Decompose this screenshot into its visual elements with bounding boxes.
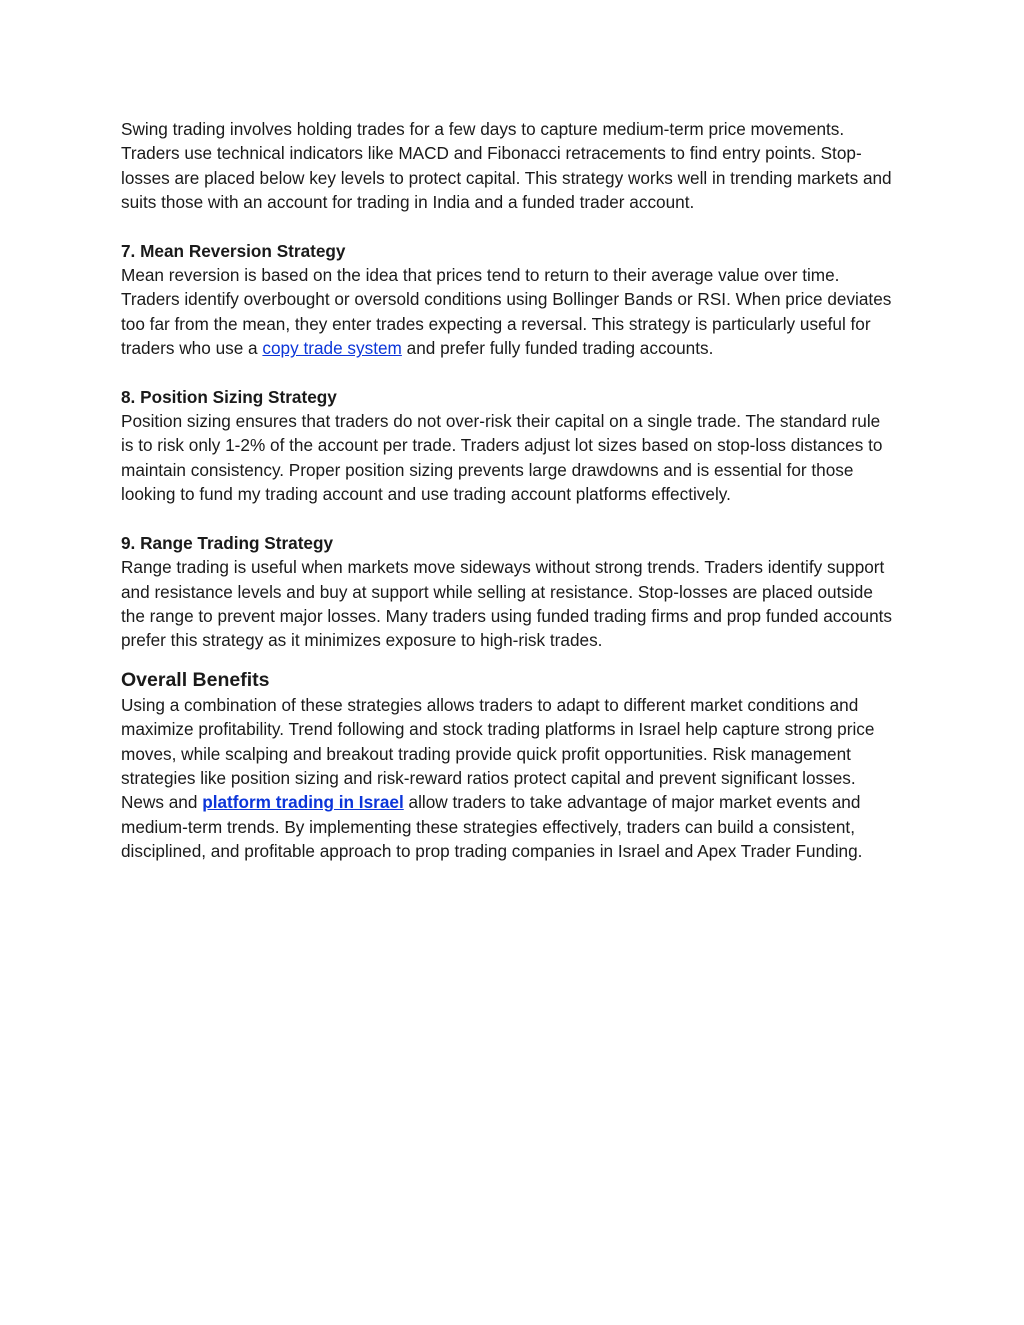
copy-trade-system-link[interactable]: copy trade system (262, 338, 402, 359)
intro-section (121, 117, 896, 215)
overall-benefits-section (121, 667, 896, 864)
document-page (121, 117, 896, 864)
mean-reversion-paragraph (121, 263, 896, 361)
intro-paragraph: Swing trading involves holding trades for a few days to capture medium-term price movements. Traders use technical indicators like MACD and Fibonacci retracements to find entry points. Stop-losses are placed below key levels to protect capital. This strategy works well in trending markets and suits those with an account for trading in India and a funded trader account. (121, 119, 892, 213)
platform-trading-israel-link[interactable]: platform trading in Israel (202, 792, 404, 813)
position-sizing-heading: 8. Position Sizing Strategy (121, 386, 337, 407)
overall-benefits-paragraph (121, 693, 896, 864)
overall-benefits-text-after: allow traders to take advantage of major market events and medium-term trends. By implementing these strategies effectively, traders can build a consistent, disciplined, and profitable approach to prop trading companies in Israel and Apex Trader Funding. (121, 792, 863, 862)
position-sizing-section (121, 385, 896, 507)
overall-benefits-text-before: Using a combination of these strategies allows traders to adapt to different market conditions and maximize profitability. Trend following and stock trading platforms in Israel help capture strong price moves, while scalping and breakout trading provide quick profit opportunities. Risk management strategies like position sizing and risk-reward ratios protect capital and prevent significant losses. News and (121, 694, 875, 813)
overall-benefits-heading: Overall Benefits (121, 668, 270, 691)
range-trading-paragraph: Range trading is useful when markets move sideways without strong trends. Traders identify support and resistance levels and buy at support while selling at resistance. Stop-losses are placed outside the range to prevent major losses. Many traders using funded trading firms and prop funded accounts prefer this strategy as it minimizes exposure to high-risk trades. (121, 557, 893, 651)
mean-reversion-section (121, 239, 896, 361)
mean-reversion-heading: 7. Mean Reversion Strategy (121, 240, 346, 261)
position-sizing-paragraph: Position sizing ensures that traders do not over-risk their capital on a single trade. The standard rule is to risk only 1-2% of the account per trade. Traders adjust lot sizes based on stop-loss distances to maintain consistency. Proper position sizing prevents large drawdowns and is essential for those looking to fund my trading account and use trading account platforms effectively. (121, 411, 883, 505)
mean-reversion-text-before: Mean reversion is based on the idea that prices tend to return to their average value over time. Traders identify overbought or oversold conditions using Bollinger Bands or RSI. When price deviates too far from the mean, they enter trades expecting a reversal. This strategy is particularly useful for traders who use a (121, 265, 892, 359)
mean-reversion-text-after: and prefer fully funded trading accounts. (401, 338, 714, 359)
range-trading-heading: 9. Range Trading Strategy (121, 532, 334, 553)
range-trading-section (121, 531, 896, 653)
